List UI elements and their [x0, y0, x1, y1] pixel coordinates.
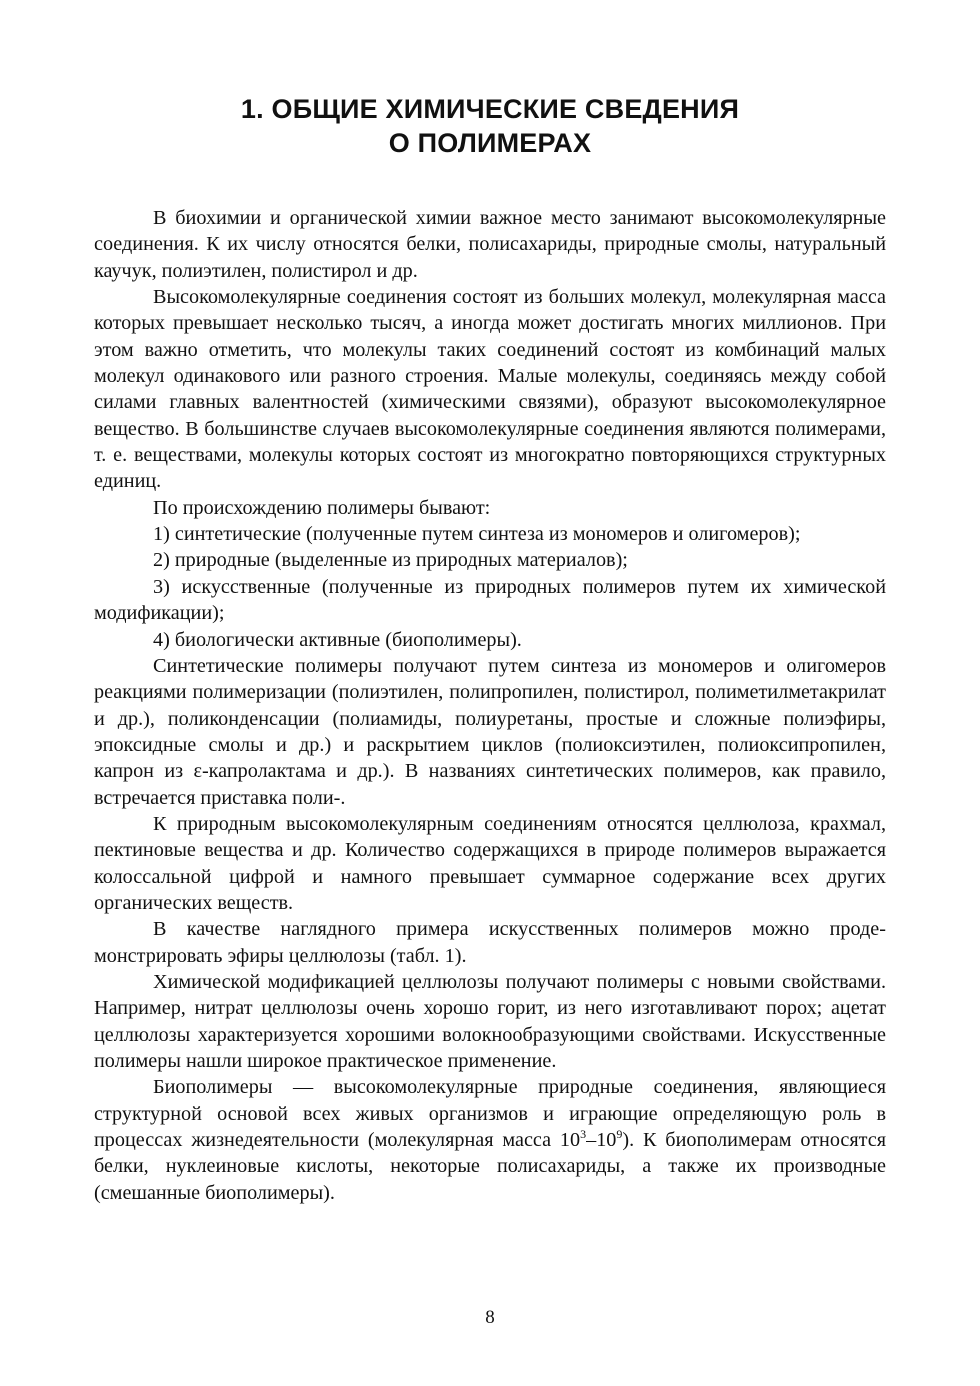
paragraph-definition: Высокомолекулярные соединения состоят из больших молекул, молекулярная масса которых превышает несколько тысяч, а иногда может достигать многих миллионов. При этом важно отметить, что молекулы таких соединений состоят из комбинаций малых молекул одинакового или разного строения. Малые молекулы, соединяясь между собой силами главных валентностей (химическими связями), образуют высокомолекулярное вещество. В большинстве случаев высокомолекулярные соединения являются полимерами, т. е. веществами, молекулы которых состоят из многократно повторяющихся структурных единиц. — [94, 286, 886, 493]
paragraph-biopolymers — [94, 1074, 886, 1206]
exponent-3: 3 — [580, 1127, 587, 1142]
list-item-natural: 2) природные (выделенные из природных материалов); — [153, 549, 628, 572]
body-text — [94, 205, 886, 1206]
page-number: 8 — [485, 1307, 495, 1328]
biopolymers-text-range: –10 — [586, 1129, 617, 1152]
paragraph-natural-polymers: К природным высокомолекулярным соединениям относятся целлюлоза, крахмал, пектиновые вещества и др. Количество содержащихся в природе полимеров выражается колоссальной цифрой и намного превышает суммарное содержание всех других органических веществ. — [94, 812, 886, 914]
chapter-title-line-1: 1. ОБЩИЕ ХИМИЧЕСКИЕ СВЕДЕНИЯ — [240, 94, 740, 124]
list-item-artificial: 3) искусственные (полученные из природных полимеров путем их химической модификации); — [94, 575, 886, 625]
paragraph-synthetic-polymers: Синтетические полимеры получают путем синтеза из мономеров и олигомеров реакциями полимеризации (полиэтилен, полипропилен, полистирол, полиметилметакрилат и др.), поликонденсации (полиамиды, полиуретаны, простые и сложные полиэфиры, эпоксидные смолы и др.) и раскрытием циклов (полиоксиэтилен, полиоксипропилен, капрон из ε-капролактама и др.). В названиях синтетических полимеров, как правило, встречается приставка поли-. — [94, 654, 886, 809]
paragraph-origin-lead: По происхождению полимеры бывают: — [153, 496, 491, 519]
paragraph-intro: В биохимии и органической химии важное место занимают высокомолекулярные соединения. К их числу относятся белки, полисахариды, природные смолы, натуральный каучук, полиэтилен, полистирол и др. — [94, 207, 886, 282]
list-item-synthetic: 1) синтетические (полученные путем синтеза из мономеров и олигомеров); — [153, 523, 801, 546]
exponent-9: 9 — [616, 1127, 623, 1142]
chapter-title-line-2: О ПОЛИМЕРАХ — [388, 128, 592, 158]
biopolymers-text-end: ). К биополимерам относятся белки, нуклеиновые кислоты, некоторые полисахариды, а также их производные (смешанные биополимеры). — [94, 1129, 886, 1204]
paragraph-chemical-modification: Химической модификацией целлюлозы получают полимеры с новыми свойствами. Например, нитрат целлюлозы очень хорошо горит, из него изготавливают порох; ацетат целлюлозы характеризуется хорошими волокнообразующими свойствами. Искусственные полимеры нашли широкое практическое применение. — [94, 970, 886, 1072]
paragraph-artificial-example: В качестве наглядного примера искусственных полимеров можно продемонстрировать эфиры целлюлозы (табл. 1). — [94, 918, 886, 967]
chapter-title — [94, 92, 886, 160]
list-item-biologically-active: 4) биологически активные (биополимеры). — [153, 628, 522, 651]
biopolymers-text-start: Биополимеры — высокомолекулярные природные соединения, являющиеся структурной основой всех живых организмов и играющие определяющую роль в процессах жизнедеятельности (молекулярная масса 10 — [94, 1076, 886, 1152]
document-page — [94, 92, 886, 1206]
